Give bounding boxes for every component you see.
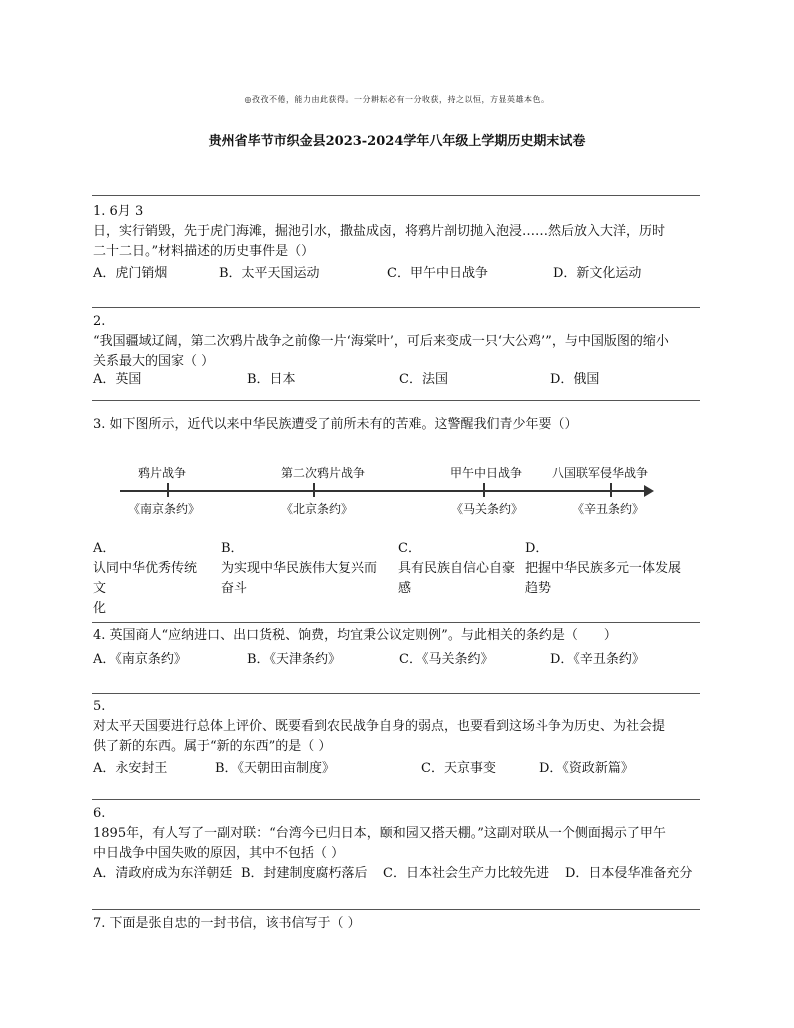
question-4-stem (93, 626, 699, 646)
divider (92, 693, 700, 694)
divider (92, 799, 700, 800)
stem-line: 1. 6月 3 (93, 204, 144, 219)
timeline-tick (313, 483, 315, 497)
option-letter: C． (398, 541, 421, 556)
stem-line: 3. 如下图所示，近代以来中华民族遭受了前所未有的苦难。这警醒我们青少年要（） (93, 417, 578, 432)
option-b[interactable]: B．《天津条约》 (247, 652, 342, 667)
stem-line: 4. 英国商人“应纳进口、出口货税、饷费，均宜秉公议定则例”。与此相关的条约是（ ） (93, 628, 617, 643)
stem-line: 7. 下面是张自忠的一封书信，该书信写于（ ） (93, 916, 361, 931)
divider (92, 400, 700, 401)
option-b[interactable]: B．日本 (247, 372, 296, 387)
question-2-stem (93, 312, 699, 372)
option-b[interactable] (221, 539, 391, 599)
timeline-tick (483, 483, 485, 497)
question-3-stem (93, 415, 699, 435)
option-text: 为实现中华民族伟大复兴而 (221, 561, 378, 576)
divider (92, 195, 700, 196)
option-a[interactable]: A．虎门销烟 (93, 266, 168, 281)
timeline-axis (120, 490, 648, 492)
divider (92, 307, 700, 308)
option-text: 把握中华民族多元一体发展 (525, 561, 682, 576)
option-c[interactable]: C．甲午中日战争 (387, 266, 488, 281)
option-text: 奋斗 (221, 581, 248, 596)
timeline-event: 八国联军侵华战争 (551, 466, 649, 480)
timeline-treaty: 《北京条约》 (280, 502, 354, 516)
stem-line: 二十二日。”材料描述的历史事件是（） (93, 244, 315, 259)
option-a[interactable]: A．《南京条约》 (93, 652, 187, 667)
timeline-treaty: 《南京条约》 (127, 502, 201, 516)
option-d[interactable]: D．俄国 (550, 372, 600, 387)
stem-line: 2. (93, 314, 106, 329)
option-letter: D． (525, 541, 549, 556)
option-b[interactable]: B．《天朝田亩制度》 (215, 761, 336, 776)
option-c[interactable]: C．天京事变 (421, 761, 496, 776)
stem-line: 关系最大的国家（ ） (93, 354, 215, 369)
option-c[interactable]: C．日本社会生产力比较先进 (383, 866, 549, 881)
option-a[interactable]: A．永安封王 (93, 761, 168, 776)
option-d[interactable]: D．《辛丑条约》 (550, 652, 645, 667)
option-a[interactable]: A．清政府成为东洋朝廷 (93, 866, 233, 881)
page-title: 贵州省毕节市织金县2023-2024学年八年级上学期历史期末试卷 (208, 134, 586, 149)
timeline-treaty: 《马关条约》 (450, 502, 524, 516)
option-b[interactable]: B．封建制度腐朽落后 (241, 866, 368, 881)
option-a[interactable]: A．英国 (93, 372, 142, 387)
option-d[interactable]: D．《资政新篇》 (539, 761, 634, 776)
question-4-options (93, 648, 699, 668)
question-5-stem (93, 697, 699, 757)
option-b[interactable]: B．太平天国运动 (219, 266, 320, 281)
question-5-options (93, 757, 699, 777)
option-c[interactable]: C．《马关条约》 (399, 652, 494, 667)
stem-line: 1895年，有人写了一副对联：“台湾今已归日本，颐和园又搭天棚。”这副对联从一个侧面揭示了甲午 (93, 826, 666, 841)
option-d[interactable]: D．日本侵华准备充分 (565, 866, 693, 881)
question-6-stem (93, 804, 699, 864)
timeline-tick (610, 483, 612, 497)
stem-line: 对太平天国要进行总体上评价、既要看到农民战争自身的弱点，也要看到这场斗争为历史、为社会提 (93, 719, 666, 734)
option-d[interactable] (525, 539, 697, 599)
stem-line: 6. (93, 806, 106, 821)
stem-line: 日，实行销毁，先于虎门海滩，掘池引水，撒盐成卤，将鸦片剖切抛入泡浸……然后放入大洋，历时 (93, 224, 666, 239)
question-1-options (93, 262, 699, 282)
divider (92, 622, 700, 623)
stem-line: 中日战争中国失败的原因，其中不包括（ ） (93, 846, 345, 861)
question-2-options (93, 368, 699, 388)
question-1-stem (93, 202, 699, 262)
stem-line: 5. (93, 699, 106, 714)
option-letter: A． (93, 541, 116, 556)
stem-line: “我国疆域辽阔，第二次鸦片战争之前像一片‘海棠叶’，可后来变成一只‘大公鸡’”，与中国版图的缩小 (93, 334, 669, 349)
option-text: 趋势 (525, 581, 552, 596)
timeline-event: 第二次鸦片战争 (280, 466, 366, 480)
timeline-arrow-icon (644, 485, 654, 497)
option-a[interactable] (93, 539, 209, 619)
option-text: 认同中华优秀传统文 (93, 561, 198, 596)
divider (92, 909, 700, 910)
stem-line: 供了新的东西。属于“新的东西”的是（ ） (93, 739, 332, 754)
option-text: 感 (398, 581, 412, 596)
question-6-options (93, 862, 699, 882)
option-text: 具有民族自信心自豪 (398, 561, 516, 576)
motto: ◎孜孜不倦，能力由此获得。一分耕耘必有一分收获，持之以恒，方显英雄本色。 (244, 95, 550, 104)
option-d[interactable]: D．新文化运动 (553, 266, 642, 281)
option-text: 化 (93, 601, 107, 616)
option-c[interactable] (398, 539, 523, 599)
timeline-event: 鸦片战争 (137, 466, 187, 480)
timeline-event: 甲午中日战争 (449, 466, 523, 480)
option-c[interactable]: C．法国 (399, 372, 448, 387)
question-7-stem (93, 914, 699, 934)
option-letter: B． (221, 541, 244, 556)
timeline-treaty: 《辛丑条约》 (571, 502, 645, 516)
timeline-tick (167, 483, 169, 497)
timeline-figure (120, 460, 660, 520)
